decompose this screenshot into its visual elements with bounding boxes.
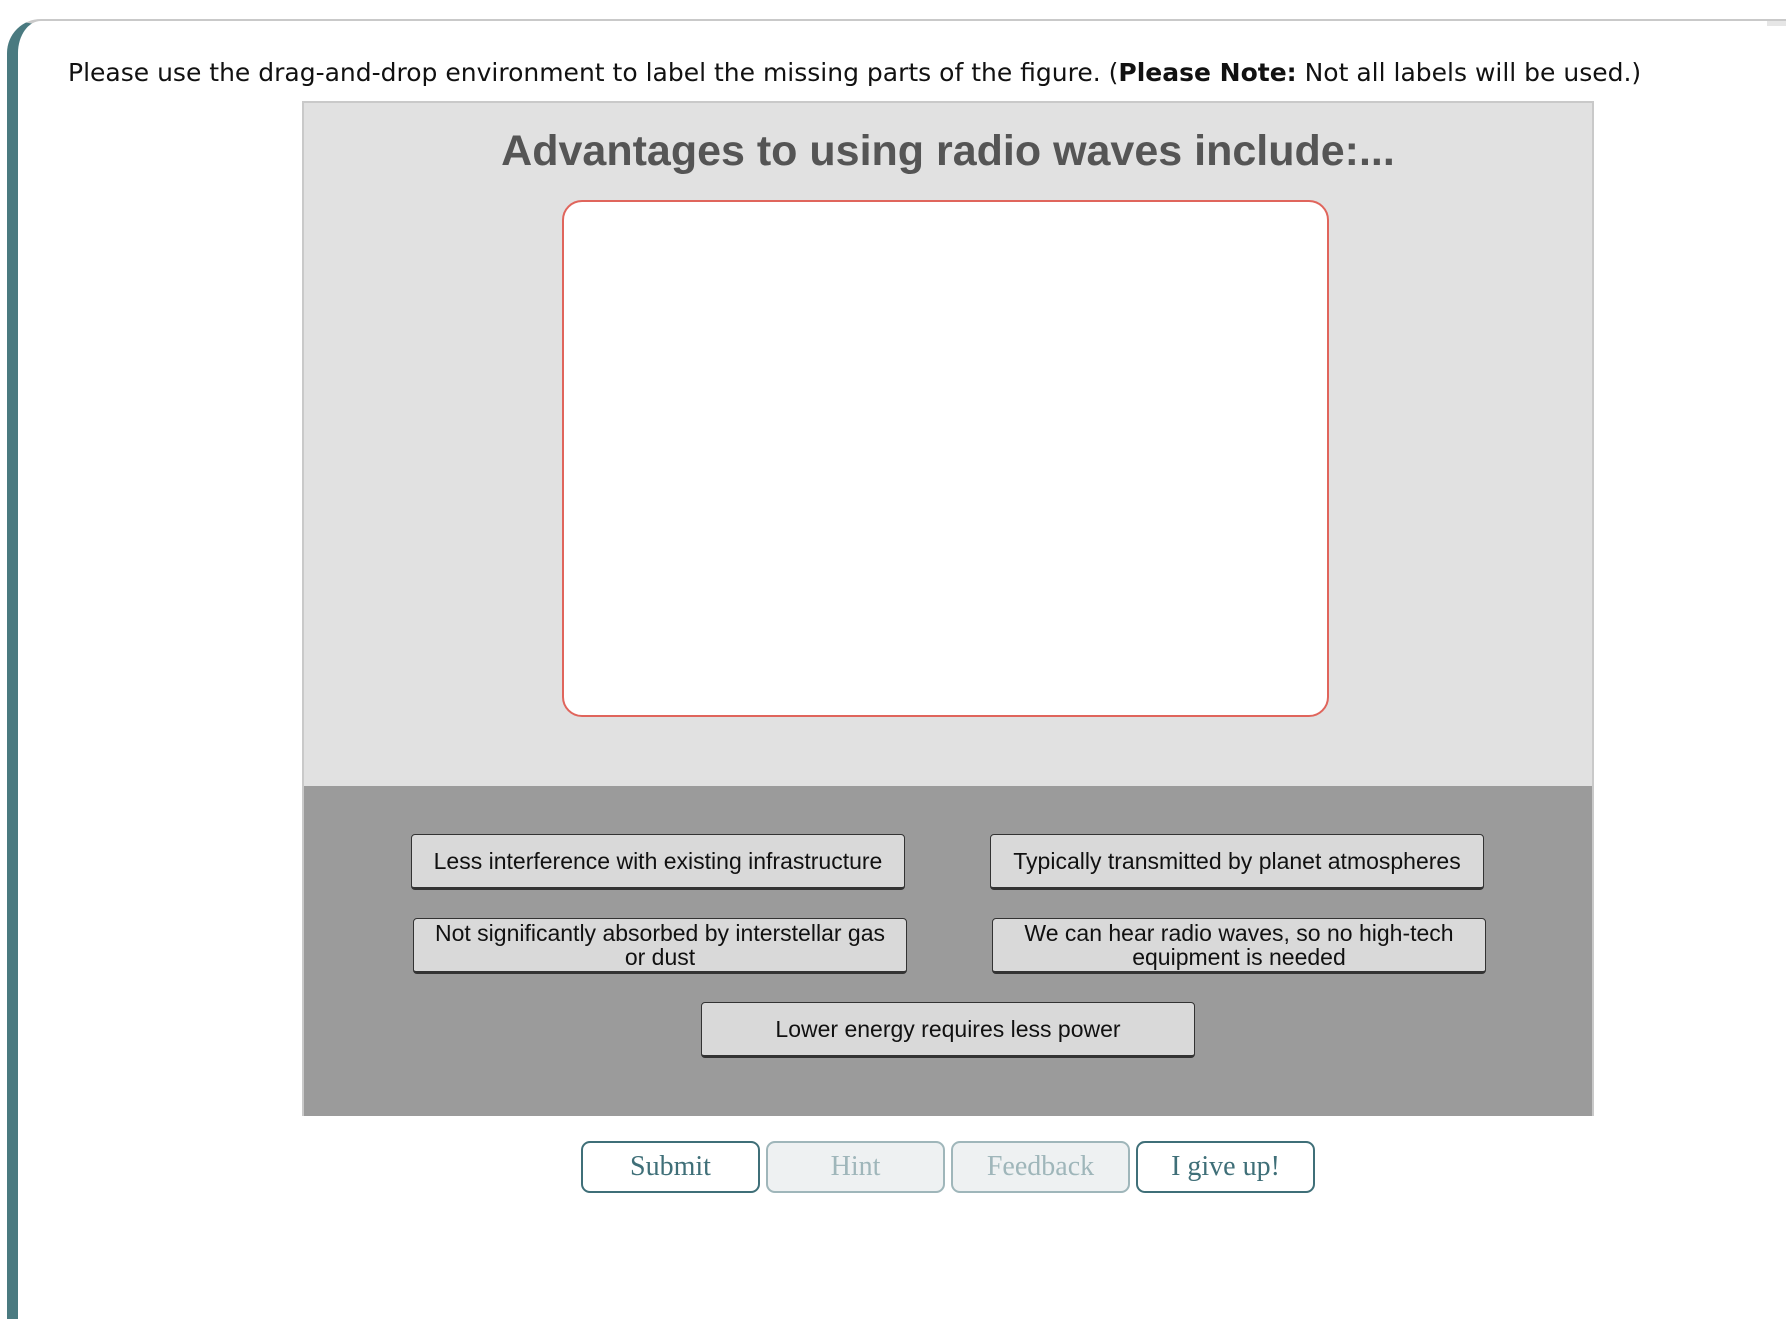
- label-bank: [304, 786, 1592, 1116]
- instructions-suffix: Not all labels will be used.): [1296, 58, 1642, 87]
- instructions-note: Please Note:: [1118, 58, 1297, 87]
- draggable-label[interactable]: Typically transmitted by planet atmospheres: [990, 834, 1484, 890]
- drag-drop-figure: [302, 101, 1594, 1116]
- give-up-button[interactable]: I give up!: [1136, 1141, 1315, 1193]
- hint-button[interactable]: Hint: [766, 1141, 945, 1193]
- feedback-button[interactable]: Feedback: [951, 1141, 1130, 1193]
- corner-divider: [1767, 21, 1786, 26]
- draggable-label[interactable]: Less interference with existing infrastructure: [411, 834, 905, 890]
- draggable-label[interactable]: We can hear radio waves, so no high-tech equipment is needed: [992, 918, 1486, 974]
- instructions-text: [68, 58, 1641, 87]
- submit-button[interactable]: Submit: [581, 1141, 760, 1193]
- draggable-label[interactable]: Not significantly absorbed by interstellar gas or dust: [413, 918, 907, 974]
- instructions-prefix: Please use the drag-and-drop environment to label the missing parts of the figure. (: [68, 58, 1119, 87]
- draggable-label[interactable]: Lower energy requires less power: [701, 1002, 1195, 1058]
- drop-zone[interactable]: [562, 200, 1329, 717]
- figure-title: Advantages to using radio waves include:...: [501, 127, 1395, 175]
